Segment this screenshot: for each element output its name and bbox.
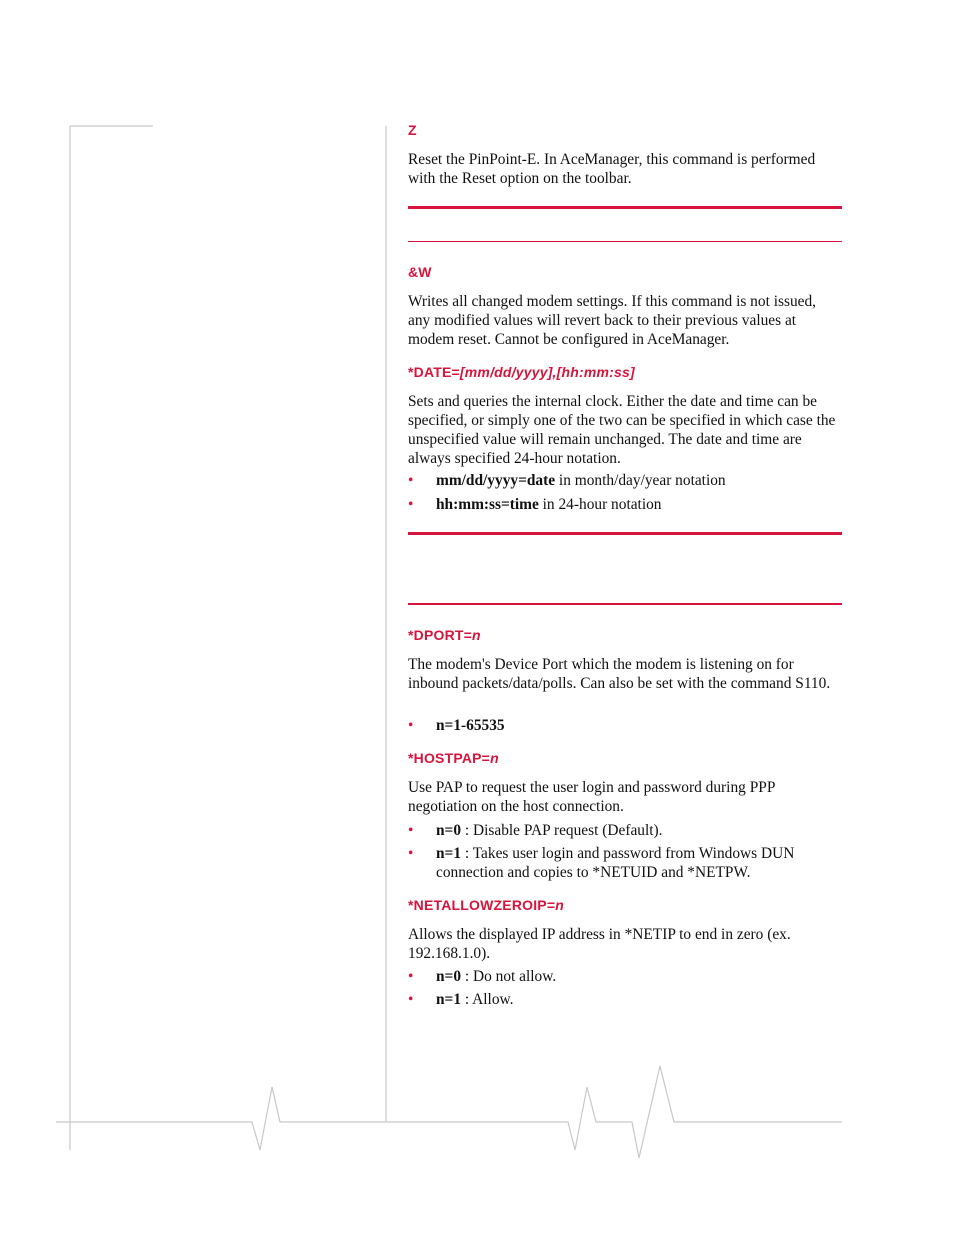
command-description-z: Reset the PinPoint-E. In AceManager, this command is performed with the Reset option on the toolbar. bbox=[408, 151, 816, 187]
list-item: • mm/dd/yyyy=date in month/day/year notation bbox=[408, 472, 726, 489]
bullet-icon: • bbox=[408, 991, 414, 1008]
command-heading-w: &W bbox=[408, 264, 432, 280]
command-heading-z: Z bbox=[408, 122, 417, 138]
bullet-icon: • bbox=[408, 717, 414, 734]
command-description-w: Writes all changed modem settings. If this command is not issued, any modified values will revert back to their previous values at modem reset. Cannot be configured in AceManager. bbox=[408, 293, 817, 348]
command-heading-date: *DATE=[mm/dd/yyyy],[hh:mm:ss] bbox=[408, 364, 635, 380]
section-divider-thick bbox=[408, 206, 842, 209]
bullet-icon: • bbox=[408, 968, 414, 985]
bullet-icon: • bbox=[408, 822, 414, 839]
bullet-icon: • bbox=[408, 496, 414, 513]
list-item: • n=1 : Takes user login and password from Windows DUN connection and copies to *NETUID and *NETPW. bbox=[408, 845, 795, 881]
section-divider-thin bbox=[408, 241, 842, 242]
command-description-dport: The modem's Device Port which the modem is listening on for inbound packets/data/polls. Can also be set with the command S110. bbox=[408, 656, 831, 692]
section-divider bbox=[408, 603, 842, 605]
section-divider-thick bbox=[408, 532, 842, 535]
command-heading-netallowzeroip: *NETALLOWZEROIP=n bbox=[408, 897, 564, 913]
list-item: • n=0 : Disable PAP request (Default). bbox=[408, 822, 663, 839]
list-item: • n=1 : Allow. bbox=[408, 991, 514, 1008]
list-item: • n=1-65535 bbox=[408, 717, 505, 734]
command-heading-hostpap: *HOSTPAP=n bbox=[408, 750, 499, 766]
list-item: • hh:mm:ss=time in 24-hour notation bbox=[408, 496, 662, 513]
bullet-icon: • bbox=[408, 472, 414, 489]
bullet-icon: • bbox=[408, 845, 414, 862]
command-description-netallowzeroip: Allows the displayed IP address in *NETIP to end in zero (ex. 192.168.1.0). bbox=[408, 926, 791, 962]
frame-bottom-waveform bbox=[56, 1066, 842, 1158]
command-description-date: Sets and queries the internal clock. Either the date and time can be specified, or simply one of the two can be specified in which case the unspecified value will remain unchanged. The date and time are always specified 24-hour notation. bbox=[408, 393, 836, 467]
command-heading-dport: *DPORT=n bbox=[408, 627, 481, 643]
command-description-hostpap: Use PAP to request the user login and password during PPP negotiation on the host connection. bbox=[408, 779, 775, 815]
list-item: • n=0 : Do not allow. bbox=[408, 968, 557, 985]
